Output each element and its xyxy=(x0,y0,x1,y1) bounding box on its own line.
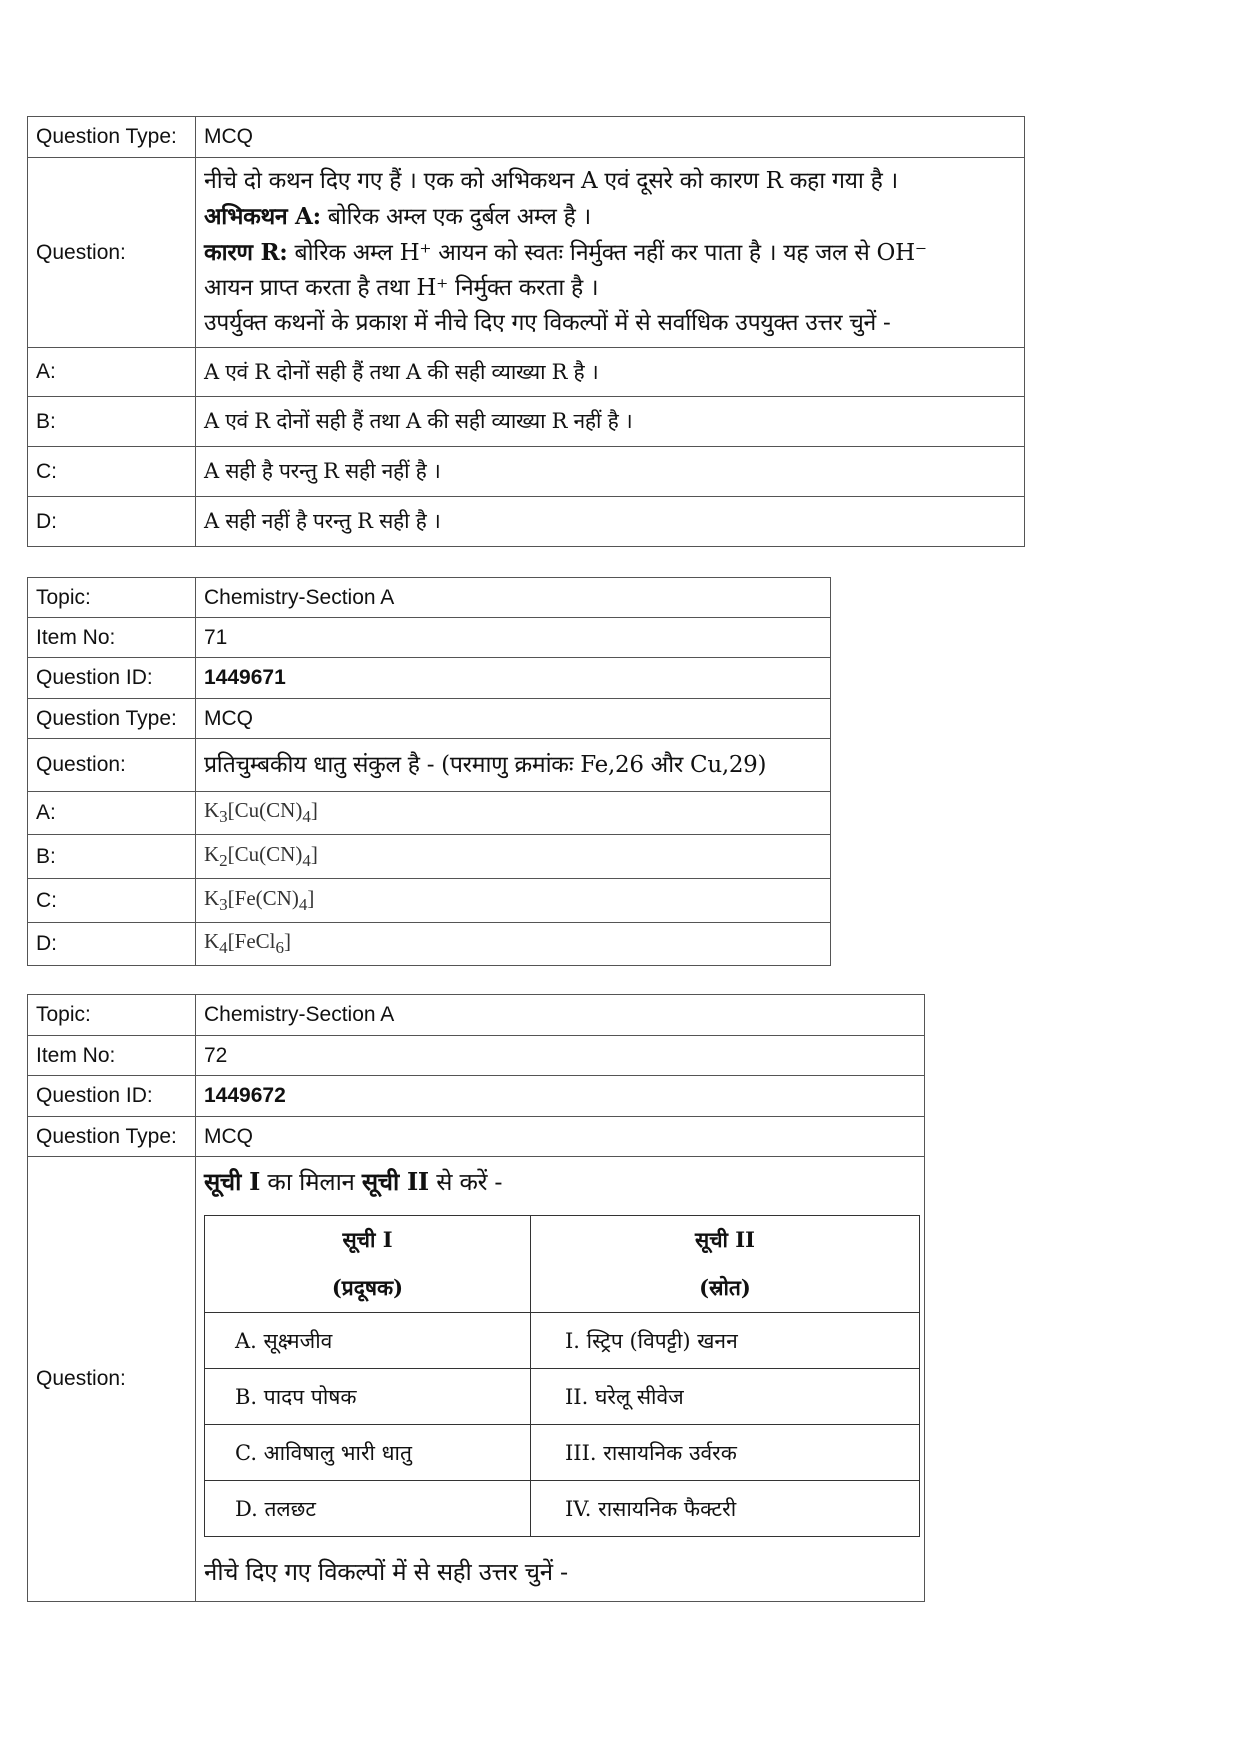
option-formula xyxy=(196,879,831,923)
formula-subscript: 2 xyxy=(219,851,228,871)
list-2-subtitle: (स्रोत) xyxy=(699,1275,751,1300)
intro-text: से करें - xyxy=(428,1168,503,1196)
formula-part: ] xyxy=(307,885,315,910)
question-label: Question: xyxy=(28,1157,196,1602)
question-id-label: Question ID: xyxy=(28,658,196,699)
question-label: Question: xyxy=(28,158,196,348)
list-1-item: C. आविषालु भारी धातु xyxy=(205,1425,531,1481)
question-type-label: Question Type: xyxy=(28,1117,196,1157)
topic-value: Chemistry-Section A xyxy=(196,995,925,1036)
formula-part: K xyxy=(204,841,220,866)
question-type-value: MCQ xyxy=(196,117,1025,158)
formula-subscript: 4 xyxy=(219,938,228,958)
intro-bold: सूची I xyxy=(204,1167,261,1196)
reason-text: बोरिक अम्ल H⁺ आयन को स्वतः निर्मुक्त नहीं कर पाता है । यह जल से OH⁻ xyxy=(287,240,927,266)
question-line-1: नीचे दो कथन दिए गए हैं । एक को अभिकथन A एवं दूसरे को कारण R कहा गया है । xyxy=(204,168,898,194)
formula-subscript: 4 xyxy=(302,851,311,871)
option-label: A: xyxy=(28,792,196,835)
topic-label: Topic: xyxy=(28,578,196,618)
question-line-5: उपर्युक्त कथनों के प्रकाश में नीचे दिए गए विकल्पों में से सर्वाधिक उपयुक्त उत्तर चुनें - xyxy=(204,310,891,336)
formula-part: ] xyxy=(284,929,292,954)
item-no-value: 72 xyxy=(196,1036,925,1076)
item-no-label: Item No: xyxy=(28,1036,196,1076)
list-1-item: A. सूक्ष्मजीव xyxy=(205,1313,531,1369)
formula-subscript: 3 xyxy=(219,895,228,915)
option-label: C: xyxy=(28,879,196,923)
formula-part: ] xyxy=(310,798,318,823)
item-no-label: Item No: xyxy=(28,618,196,658)
formula-subscript: 3 xyxy=(219,807,228,827)
question-text xyxy=(196,158,1025,348)
intro-bold: सूची II xyxy=(361,1167,429,1196)
item-no-value: 71 xyxy=(196,618,831,658)
option-text: A सही नहीं है परन्तु R सही है । xyxy=(196,497,1025,547)
option-formula xyxy=(196,835,831,879)
question-type-label: Question Type: xyxy=(28,699,196,739)
closing-instruction: नीचे दिए गए विकल्पों में से सही उत्तर चुनें - xyxy=(204,1558,568,1586)
question-type-label: Question Type: xyxy=(28,117,196,158)
option-label: B: xyxy=(28,835,196,879)
assertion-lead: अभिकथन A: xyxy=(204,203,321,230)
formula-part: K xyxy=(204,798,220,823)
intro-text: का मिलान xyxy=(260,1168,362,1196)
list-2-header xyxy=(531,1216,920,1313)
option-formula xyxy=(196,923,831,966)
question-id-value: 1449671 xyxy=(196,658,831,699)
table-row xyxy=(205,1313,920,1369)
formula-part: K xyxy=(204,885,220,910)
reason-lead: कारण R: xyxy=(204,239,288,266)
match-intro xyxy=(204,1165,916,1199)
formula-part: ] xyxy=(310,841,318,866)
list-1-item: B. पादप पोषक xyxy=(205,1369,531,1425)
list-1-header xyxy=(205,1216,531,1313)
option-label: C: xyxy=(28,447,196,497)
list-1-subtitle: (प्रदूषक) xyxy=(331,1275,404,1300)
question-label: Question: xyxy=(28,739,196,792)
formula-part: [Cu(CN) xyxy=(227,798,303,823)
option-label: B: xyxy=(28,397,196,447)
question-id-value: 1449672 xyxy=(196,1076,925,1117)
list-2-item: IV. रासायनिक फैक्टरी xyxy=(531,1481,920,1537)
topic-label: Topic: xyxy=(28,995,196,1036)
question-line-4: आयन प्राप्त करता है तथा H⁺ निर्मुक्त करता है । xyxy=(204,275,599,301)
list-1-title: सूची I xyxy=(342,1227,393,1252)
question-block-1 xyxy=(27,116,1025,547)
question-text: प्रतिचुम्बकीय धातु संकुल है - (परमाणु क्रमांकः Fe,26 और Cu,29) xyxy=(196,739,831,792)
list-2-item: III. रासायनिक उर्वरक xyxy=(531,1425,920,1481)
option-label: D: xyxy=(28,923,196,966)
list-2-title: सूची II xyxy=(695,1227,755,1252)
question-block-3 xyxy=(27,994,925,1602)
list-2-item: I. स्ट्रिप (विपट्टी) खनन xyxy=(531,1313,920,1369)
option-label: D: xyxy=(28,497,196,547)
formula-subscript: 6 xyxy=(275,938,285,958)
question-type-value: MCQ xyxy=(196,699,831,739)
option-text: A एवं R दोनों सही हैं तथा A की सही व्याख्या R नहीं है । xyxy=(196,397,1025,447)
table-row xyxy=(205,1369,920,1425)
formula-subscript: 4 xyxy=(302,807,311,827)
formula-part: K xyxy=(204,929,220,954)
table-row xyxy=(205,1425,920,1481)
option-text: A एवं R दोनों सही हैं तथा A की सही व्याख्या R है । xyxy=(196,348,1025,397)
table-row xyxy=(205,1481,920,1537)
list-2-item: II. घरेलू सीवेज xyxy=(531,1369,920,1425)
option-label: A: xyxy=(28,348,196,397)
list-1-item: D. तलछट xyxy=(205,1481,531,1537)
option-formula xyxy=(196,792,831,835)
question-content xyxy=(196,1157,925,1602)
question-block-2 xyxy=(27,577,831,966)
formula-subscript: 4 xyxy=(298,895,308,915)
formula-part: [Fe(CN) xyxy=(227,885,299,910)
reason-line xyxy=(204,235,1016,271)
assertion-text: बोरिक अम्ल एक दुर्बल अम्ल है । xyxy=(320,204,591,230)
topic-value: Chemistry-Section A xyxy=(196,578,831,618)
assertion-line xyxy=(204,199,1016,235)
option-text: A सही है परन्तु R सही नहीं है । xyxy=(196,447,1025,497)
question-id-label: Question ID: xyxy=(28,1076,196,1117)
formula-part: [Cu(CN) xyxy=(227,841,303,866)
match-table xyxy=(204,1215,920,1537)
formula-part: [FeCl xyxy=(227,929,276,954)
question-type-value: MCQ xyxy=(196,1117,925,1157)
